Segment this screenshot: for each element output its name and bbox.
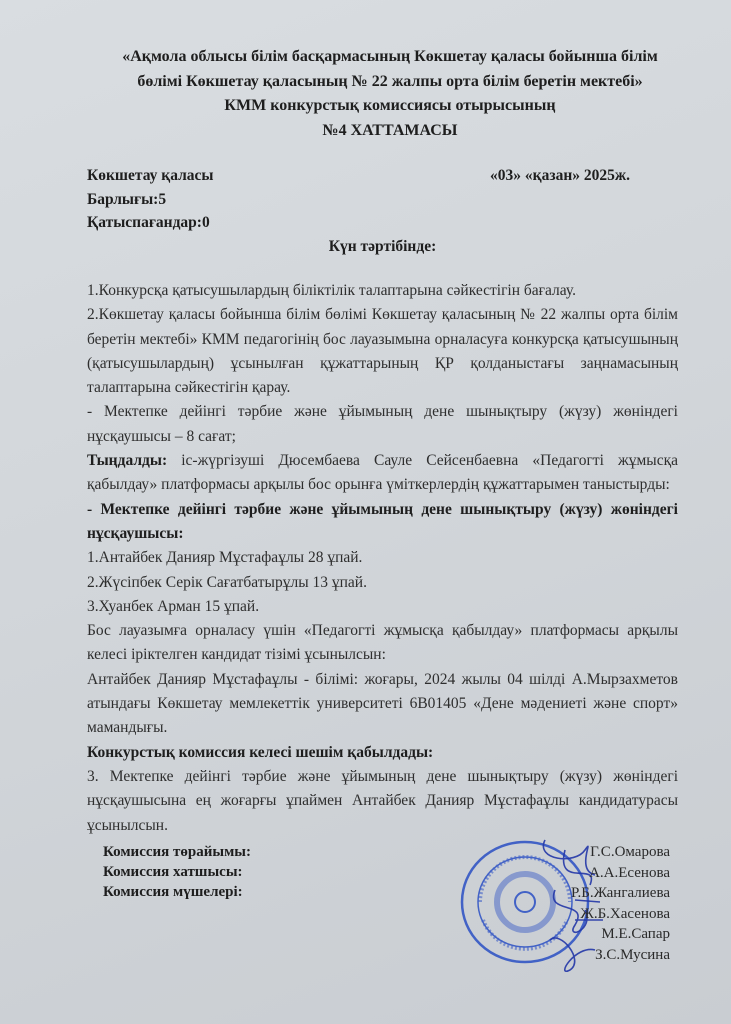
role-secretary: Комиссия хатшысы: [103, 864, 243, 880]
member-name: Р.Б.Жангалиева [571, 885, 670, 901]
absent-count: Қатыспағандар:0 [87, 214, 210, 231]
member-name: З.С.Мусина [595, 946, 670, 963]
member-name: М.Е.Сапар [601, 926, 670, 942]
agenda-item-2: 2.Көкшетау қаласы бойынша білім бөлімі Көкшетау қаласының № 22 жалпы орта білім беретін мектебі» КММ педагогінің бос лауазымына орналасуға конкурсқа қатысушының (қатысушылардың) ұсынылған құжаттарының ҚР қолданыстағы заңнамасының талаптарына сәйкестігін қарау. [87, 306, 678, 397]
document-body [87, 279, 678, 838]
candidate-info: Антайбек Данияр Мұстафаұлы - білімі: жоғары, 2024 жылы 04 шілді А.Мырзахметов атындағы Көкшетау мемлекеттік университеті 6В01405 «Дене мәдениеті және спорт» мамандығы. [87, 670, 678, 737]
agenda-item-1: 1.Конкурсқа қатысушылардың біліктілік талаптарына сәйкестігін бағалау. [87, 282, 576, 299]
member-name: Ж.Б.Хасенова [580, 905, 670, 922]
total-count: Барлығы:5 [87, 190, 167, 208]
role-members: Комиссия мүшелері: [103, 884, 243, 900]
heard-text: іс-жүргізуші Дюсембаева Сауле Сейсенбаевна «Педагогті жұмысқа қабылдау» платформасы арқылы бос орынға үміткерлердің құжаттарымен таныстырды: [87, 452, 678, 494]
date: «03» «қазан» 2025ж. [490, 167, 630, 184]
candidate-item: 2.Жүсіпбек Серік Сағатбатырұлы 13 ұпай. [87, 573, 367, 591]
document-header [60, 45, 720, 143]
role-chair: Комиссия төрайымы: [103, 844, 252, 860]
position-hours: - Мектепке дейінгі тәрбие және ұйымының дене шынықтыру (жүзу) жөніндегі нұсқаушысы – 8 сағат; [87, 403, 678, 445]
decision-text: 3. Мектепке дейінгі тәрбие және ұйымының дене шынықтыру (жүзу) жөніндегі нұсқаушысына ең жоғарғы ұпаймен Антайбек Данияр Мұстафаұлы кандидатурасы ұсынылсын. [87, 767, 678, 834]
heard-paragraph [87, 449, 678, 498]
city: Көкшетау қаласы [87, 167, 214, 184]
member-name: А.А.Есенова [589, 864, 670, 881]
signature-roles [103, 842, 251, 902]
member-name: Г.С.Омарова [590, 844, 670, 860]
document-meta [87, 164, 678, 258]
heard-label: Тыңдалды: [87, 452, 168, 470]
protocol-title: №4 ХАТТАМАСЫ [322, 121, 458, 139]
position-heading: - Мектепке дейінгі тәрбие және ұйымының дене шынықтыру (жүзу) жөніндегі нұсқаушысы: [87, 500, 678, 542]
header-line: КММ конкурстық комиссиясы отырысының [224, 97, 556, 114]
candidate-item: 3.Хуанбек Арман 15 ұпай. [87, 597, 260, 615]
candidate-item: 1.Антайбек Данияр Мұстафаұлы 28 ұпай. [87, 549, 363, 567]
agenda-title: Күн тәртібінде: [328, 237, 437, 255]
decision-label: Конкурстық комиссия келесі шешім қабылдады: [87, 743, 434, 761]
signature-names [571, 842, 670, 965]
header-line: «Ақмола облысы білім басқармасының Көкшетау қаласы бойынша білім [122, 48, 658, 65]
header-line: бөлімі Көкшетау қаласының № 22 жалпы орта білім беретін мектебі» [137, 72, 643, 90]
shortlist-paragraph: Бос лауазымға орналасу үшін «Педагогті жұмысқа қабылдау» платформасы арқылы келесі іріктелген кандидат тізімі ұсынылсын: [87, 622, 678, 664]
